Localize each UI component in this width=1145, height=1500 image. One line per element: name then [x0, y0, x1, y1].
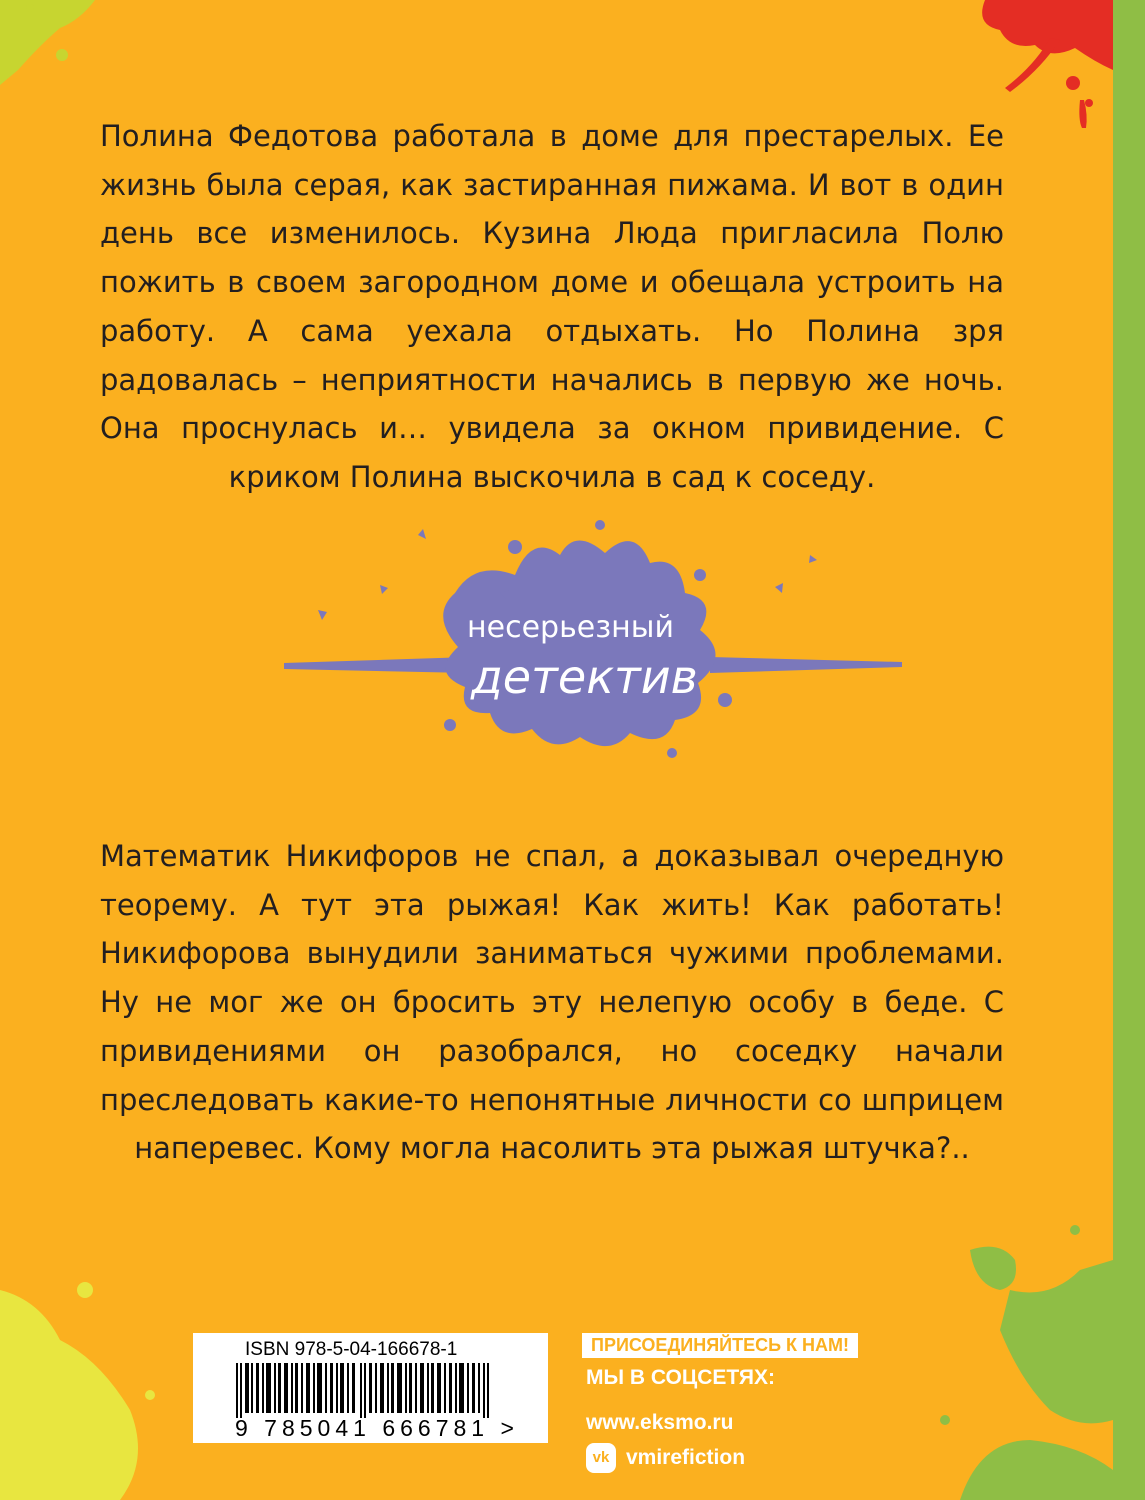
spine-strip — [1113, 0, 1145, 1500]
description-paragraph-1: Полина Федотова работала в доме для престарелых. Ее жизнь была серая, как застиранная пижама. И вот в один день все изменилось. Кузина Люда пригласила Полю пожить в своем загородном доме и обещала устроить на работу. А сама уехала отдыхать. Но Полина зря радовалась – неприятности начались в первую же ночь. Она проснулась и… увидела за окном привидение. С криком Полина выскочила в сад к соседу. — [100, 119, 1004, 494]
vk-icon: vk — [586, 1443, 616, 1473]
join-us-banner: ПРИСОЕДИНЯЙТЕСЬ К НАМ! — [582, 1333, 858, 1358]
social-title: МЫ В СОЦСЕТЯХ: — [586, 1366, 776, 1389]
red-splash-top-right — [982, 0, 1113, 70]
green-splash-bottom-right — [970, 1247, 1016, 1290]
barcode-digits: 9 785041 666781 > — [235, 1415, 519, 1441]
series-logo-line2: детектив — [471, 650, 698, 704]
series-logo-line1: несерьезный — [467, 610, 674, 645]
yellow-splash-bottom-left — [0, 1290, 138, 1500]
isbn-barcode-box — [193, 1333, 548, 1443]
description-paragraph-2: Математик Никифоров не спал, а доказывал очередную теорему. А тут эта рыжая! Как жить! Как работать! Никифорова вынудили заниматься чужими проблемами. Ну не мог же он бросить эту нелепую особу в беде. С привидениями он разобрался, но соседку начали преследовать какие-то непонятные личности со шприцем наперевес. Кому могла насолить эта рыжая штучка?.. — [100, 839, 1004, 1166]
website-link[interactable]: www.eksmo.ru — [586, 1411, 734, 1434]
barcode-icon — [236, 1363, 506, 1418]
isbn-label: ISBN 978-5-04-166678-1 — [245, 1339, 458, 1360]
green-splash-top-left — [0, 0, 95, 85]
vk-link[interactable]: vmirefiction — [626, 1446, 746, 1469]
